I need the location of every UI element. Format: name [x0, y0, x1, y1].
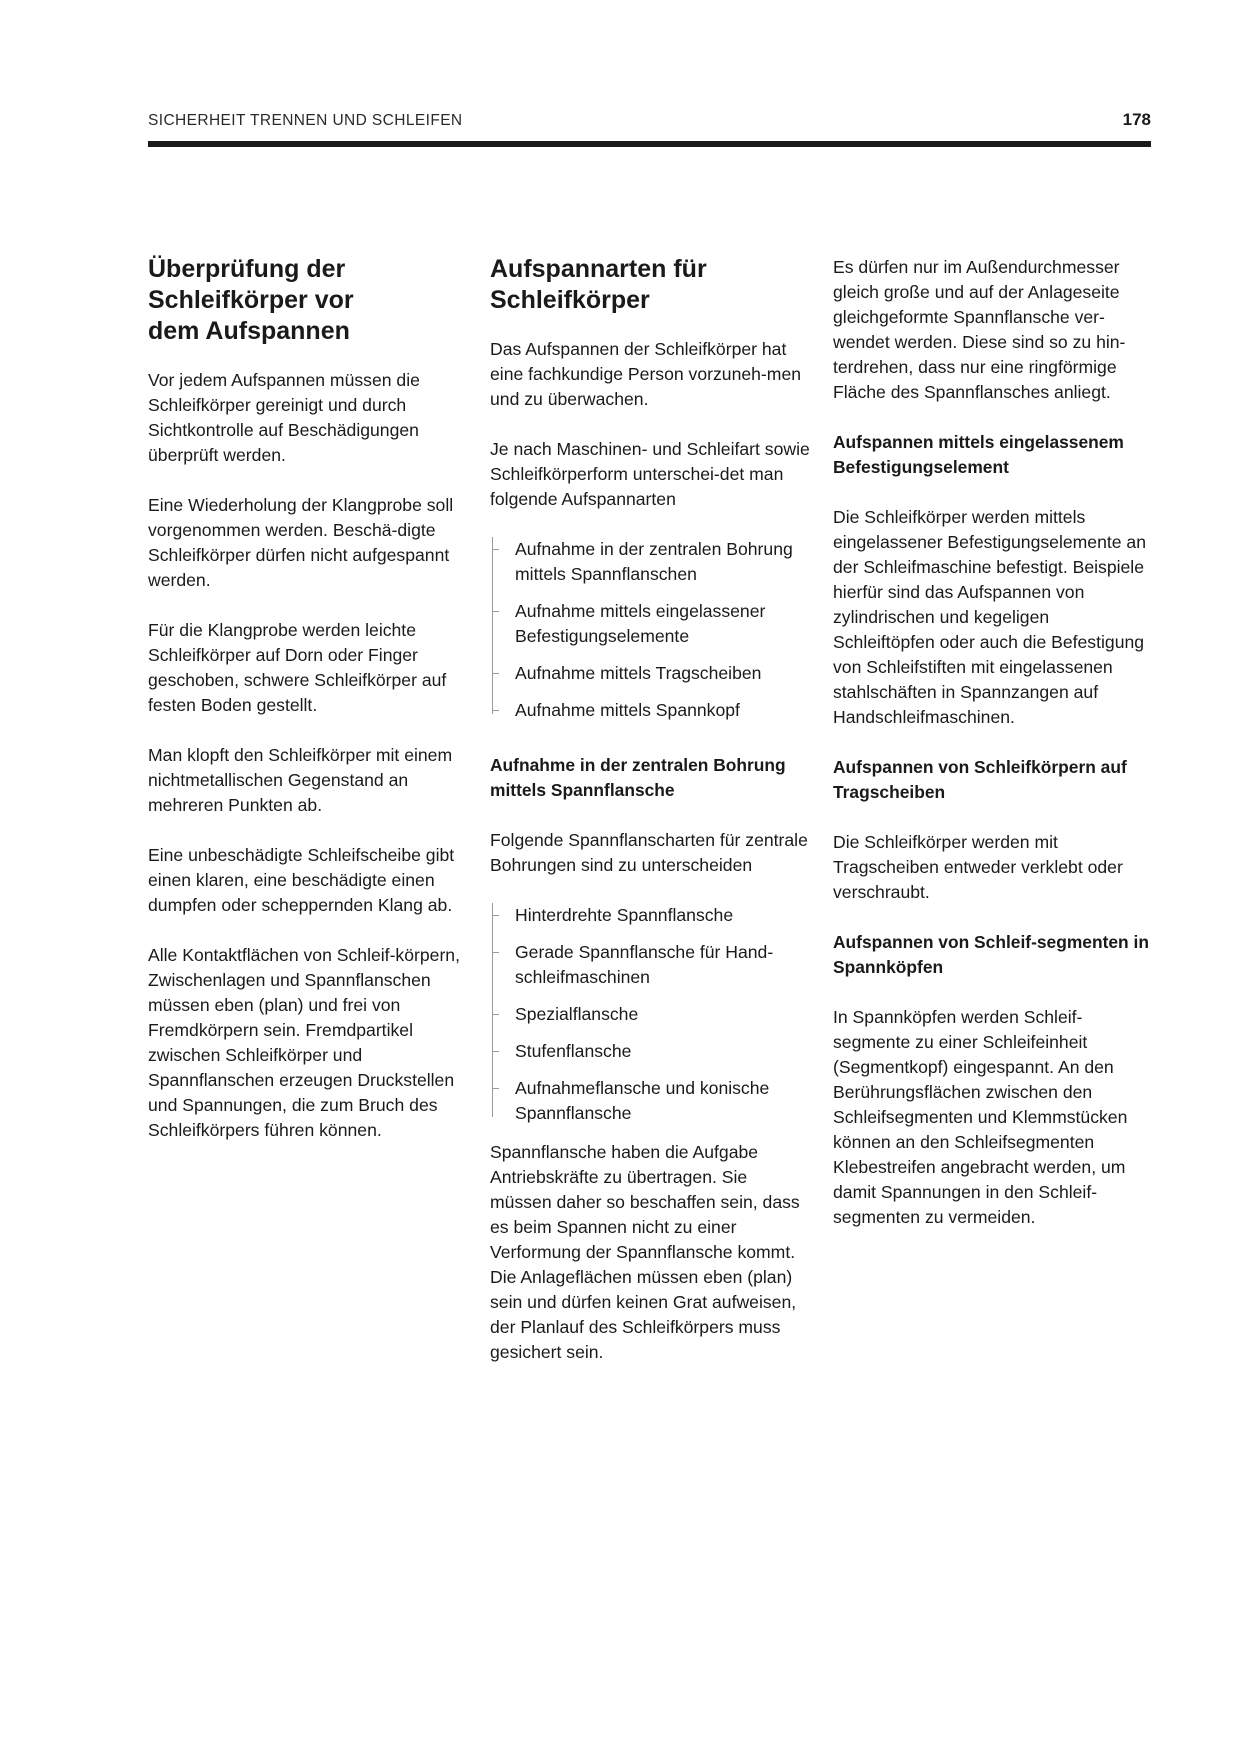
- paragraph: Je nach Maschinen- und Schleifart sowie Schleifkörperform unterschei-det man folgende Aufspannarten: [490, 439, 810, 509]
- paragraph: Vor jedem Aufspannen müssen die Schleifkörper gereinigt und durch Sichtkontrolle auf Beschädigungen überprüft werden.: [148, 370, 420, 465]
- list-item: Gerade Spannflansche für Hand-schleifmaschinen: [490, 940, 810, 990]
- subheading: Aufspannen mittels eingelassenem Befestigungselement: [833, 432, 1124, 477]
- subheading: Aufnahme in der zentralen Bohrung mittels Spannflansche: [490, 755, 786, 800]
- list-item: Aufnahmeflansche und konische Spannflansche: [490, 1076, 810, 1126]
- list-item: Spezialflansche: [490, 1002, 810, 1027]
- page-number: 178: [1122, 110, 1151, 129]
- paragraph: Eine Wiederholung der Klangprobe soll vorgenommen werden. Beschä-digte Schleifkörper dürfen nicht aufgespannt werden.: [148, 495, 454, 590]
- subheading: Aufspannen von Schleif-segmenten in Spannköpfen: [833, 932, 1149, 977]
- heading-line: Aufspannarten für: [490, 255, 707, 283]
- heading-ueberpruefung: [148, 254, 468, 347]
- paragraph: In Spannköpfen werden Schleif-segmente zu einer Schleifeinheit (Segmentkopf) eingespannt. An den Berührungsflächen zwischen den Schleifsegmenten und Klemmstücken können an den Schleifsegmenten Klebestreifen angebracht werden, um damit Spannungen in den Schleif-segmenten zu vermeiden.: [833, 1007, 1128, 1227]
- heading-aufspannarten: [490, 254, 810, 316]
- paragraph: Die Schleifkörper werden mit Tragscheiben entweder verklebt oder verschraubt.: [833, 832, 1123, 902]
- column-1: [148, 254, 468, 1168]
- heading-line: Schleifkörper vor: [148, 286, 354, 314]
- header-rule: [148, 141, 1151, 147]
- column-3: [833, 255, 1153, 1255]
- paragraph: Spannflansche haben die Aufgabe Antriebskräfte zu übertragen. Sie müssen daher so beschaffen sein, dass es beim Spannen nicht zu einer Verformung der Spannflansche kommt. Die Anlageflächen müssen eben (plan) sein und dürfen keinen Grat aufweisen, der Planlauf des Schleifkörpers muss gesichert sein.: [490, 1142, 800, 1362]
- paragraph: Man klopft den Schleifkörper mit einem nichtmetallischen Gegenstand an mehreren Punkten ab.: [148, 745, 453, 815]
- spannflanscharten-list: [490, 903, 810, 1126]
- paragraph: Die Schleifkörper werden mittels eingelassener Befestigungselemente an der Schleifmaschine befestigt. Beispiele hierfür sind das Aufspannen von zylindrischen und kegeligen Schleiftöpfen oder auch die Befestigung von Schleifstiften mit eingelassenen stahlschäften in Spannzangen auf Handschleifmaschinen.: [833, 507, 1146, 727]
- subheading: Aufspannen von Schleifkörpern auf Tragscheiben: [833, 757, 1127, 802]
- column-2: [490, 254, 810, 1390]
- paragraph: Das Aufspannen der Schleifkörper hat eine fachkundige Person vorzuneh-men und zu überwachen.: [490, 339, 802, 409]
- list-item: Hinterdrehte Spannflansche: [490, 903, 810, 928]
- list-item: Aufnahme mittels Tragscheiben: [490, 661, 810, 686]
- paragraph: Es dürfen nur im Außendurchmesser gleich große und auf der Anlageseite gleichgeformte Spannflansche ver-wendet werden. Diese sind so zu hin-terdrehen, dass nur eine ringförmige Fläche des Spannflansches anliegt.: [833, 257, 1126, 402]
- heading-line: Schleifkörper: [490, 286, 650, 314]
- paragraph: Eine unbeschädigte Schleifscheibe gibt einen klaren, eine beschädigte einen dumpfen oder scheppernden Klang ab.: [148, 845, 455, 915]
- list-item: Stufenflansche: [490, 1039, 810, 1064]
- paragraph: Alle Kontaktflächen von Schleif-körpern, Zwischenlagen und Spannflanschen müssen eben (plan) und frei von Fremdkörpern sein. Fremdpartikel zwischen Schleifkörper und Spannflanschen erzeugen Druckstellen und Spannungen, die zum Bruch des Schleifkörpers führen können.: [148, 945, 460, 1140]
- paragraph: Folgende Spannflanscharten für zentrale Bohrungen sind zu unterscheiden: [490, 830, 808, 875]
- list-item: Aufnahme mittels eingelassener Befestigungselemente: [490, 599, 810, 649]
- list-item: Aufnahme mittels Spannkopf: [490, 698, 810, 723]
- heading-line: Überprüfung der: [148, 255, 346, 283]
- aufspannarten-list: [490, 537, 810, 723]
- paragraph: Für die Klangprobe werden leichte Schleifkörper auf Dorn oder Finger geschoben, schwere Schleifkörper auf festen Boden gestellt.: [148, 620, 447, 715]
- heading-line: dem Aufspannen: [148, 317, 350, 345]
- running-header-title: SICHERHEIT TRENNEN UND SCHLEIFEN: [148, 112, 463, 129]
- list-item: Aufnahme in der zentralen Bohrung mittels Spannflanschen: [490, 537, 810, 587]
